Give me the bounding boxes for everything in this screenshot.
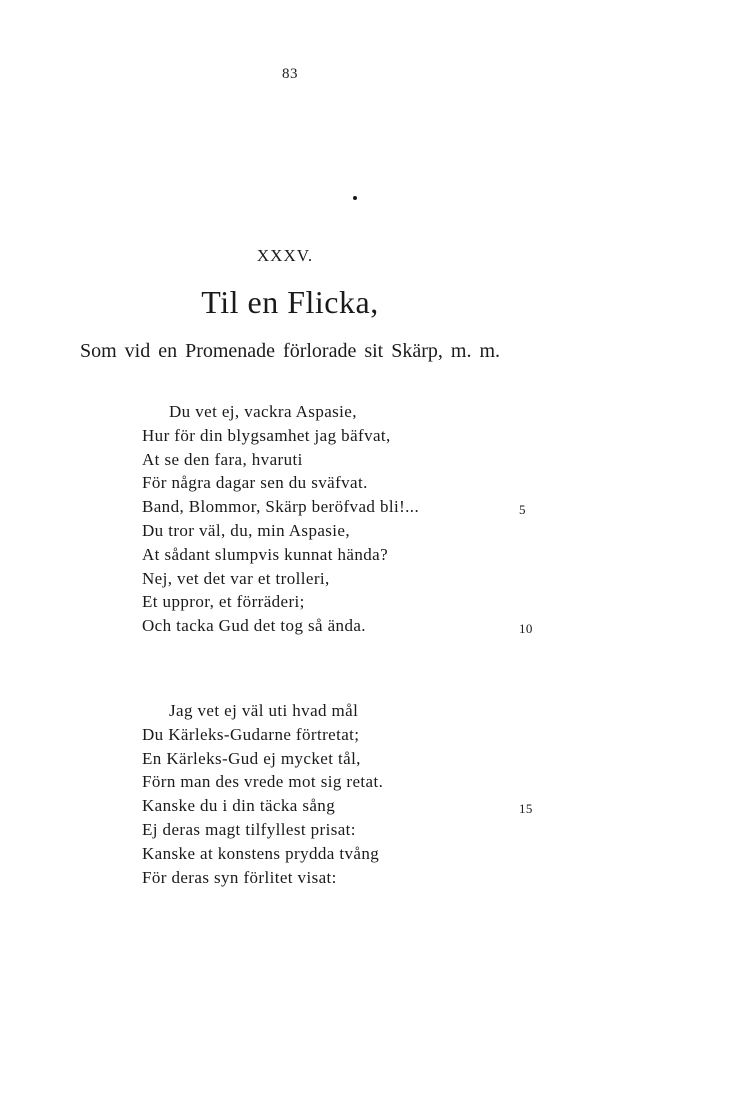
stanza-1 (142, 400, 562, 638)
verse-text: Band, Blommor, Skärp beröfvad bli!... (142, 497, 420, 517)
verse-text: En Kärleks-Gud ej mycket tål, (142, 748, 361, 768)
verse-text: För deras syn förlitet visat: (142, 867, 337, 887)
verse-line (142, 614, 562, 638)
verse-text: Kanske du i din täcka sång (142, 796, 336, 816)
verse-line (142, 723, 562, 747)
verse-line (142, 699, 562, 723)
verse-line (142, 818, 562, 842)
page-number: 83 (282, 66, 298, 82)
verse-line (142, 866, 562, 890)
verse-line (142, 842, 562, 866)
line-number: 10 (519, 621, 533, 637)
verse-text: Et uppror, et förräderi; (142, 592, 305, 612)
verse-text: At sådant slumpvis kunnat hända? (142, 544, 389, 564)
verse-line (142, 519, 562, 543)
line-number: 5 (519, 502, 526, 518)
verse-line (142, 543, 562, 567)
poem-number: XXXV. (256, 246, 314, 265)
verse-text: Hur för din blygsamhet jag bäfvat, (142, 425, 391, 445)
verse-line (142, 770, 562, 794)
verse-text: För några dagar sen du sväfvat. (142, 473, 368, 493)
verse-line (142, 747, 562, 771)
verse-text: Du Kärleks-Gudarne förtretat; (142, 724, 360, 744)
verse-line (142, 471, 562, 495)
verse-text: Nej, vet det var et trolleri, (142, 568, 330, 588)
verse-line (142, 590, 562, 614)
verse-line (142, 567, 562, 591)
verse-line (142, 424, 562, 448)
verse-line (142, 400, 562, 424)
verse-text: Ej deras magt tilfyllest prisat: (142, 819, 356, 839)
verse-text: Jag vet ej väl uti hvad mål (169, 701, 359, 720)
line-number: 15 (519, 801, 533, 817)
verse-line (142, 448, 562, 472)
verse-text: Du vet ej, vackra Aspasie, (169, 402, 357, 421)
verse-line (142, 794, 562, 818)
verse-text: Kanske at konstens prydda tvång (142, 843, 380, 863)
stanza-2 (142, 699, 562, 889)
poem-title: Til en Flicka, (201, 284, 379, 320)
verse-line (142, 495, 562, 519)
verse-text: At se den fara, hvaruti (142, 449, 303, 469)
verse-text: Förn man des vrede mot sig retat. (142, 772, 384, 792)
verse-text: Du tror väl, du, min Aspasie, (142, 520, 351, 540)
poem-subtitle: Som vid en Promenade förlorade sit Skärp, m. m. (79, 340, 501, 362)
verse-text: Och tacka Gud det tog så ända. (142, 616, 366, 636)
ornament-dot (353, 196, 357, 200)
